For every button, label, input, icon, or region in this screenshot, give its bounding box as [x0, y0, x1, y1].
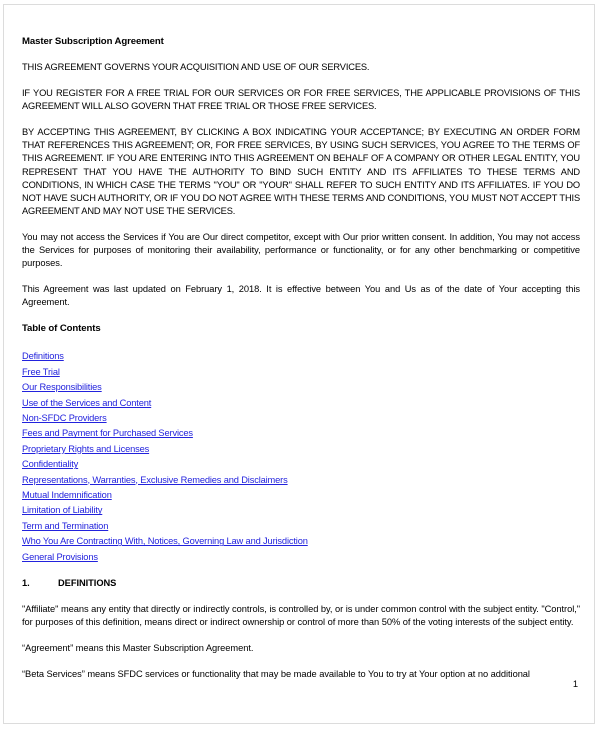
- toc-link-confidentiality[interactable]: Confidentiality: [22, 459, 79, 470]
- toc-link-free-trial[interactable]: Free Trial: [22, 366, 60, 377]
- toc-link-non-sfdc-providers[interactable]: Non-SFDC Providers: [22, 413, 107, 424]
- list-item: [22, 533, 580, 548]
- page-number: 1: [572, 679, 578, 689]
- list-item: [22, 441, 580, 456]
- toc-link-our-responsibilities[interactable]: Our Responsibilities: [22, 382, 102, 393]
- toc-link-use-of-the-services-and-content[interactable]: Use of the Services and Content: [22, 397, 152, 408]
- list-item: [22, 487, 580, 502]
- definition-beta-services: “Beta Services” means SFDC services or functionality that may be made available to You to try at Your option at no additional: [22, 669, 530, 680]
- list-item: [22, 456, 580, 471]
- list-item: [22, 364, 580, 379]
- intro-paragraph-3: BY ACCEPTING THIS AGREEMENT, BY CLICKING A BOX INDICATING YOUR ACCEPTANCE; BY EXECUTING AN ORDER FORM THAT REFERENCES THIS AGREEMENT; OR, FOR FREE SERVICES, BY USING SUCH SERVICES, YOU AGREE TO THE TERMS OF THIS AGREEMENT. IF YOU ARE ENTERING INTO THIS AGREEMENT ON BEHALF OF A COMPANY OR OTHER LEGAL ENTITY, YOU REPRESENT THAT YOU HAVE THE AUTHORITY TO BIND SUCH ENTITY AND ITS AFFILIATES TO THESE TERMS AND CONDITIONS, IN WHICH CASE THE TERMS "YOU" OR "YOUR" SHALL REFER TO SUCH ENTITY AND ITS AFFILIATES. IF YOU DO NOT HAVE SUCH AUTHORITY, OR IF YOU DO NOT AGREE WITH THESE TERMS AND CONDITIONS, YOU MUST NOT ACCEPT THIS AGREEMENT AND MAY NOT USE THE SERVICES.: [22, 127, 580, 216]
- list-item: [22, 379, 580, 394]
- toc-link-mutual-indemnification[interactable]: Mutual Indemnification: [22, 490, 112, 501]
- list-item: [22, 518, 580, 533]
- definition-affiliate: "Affiliate" means any entity that directly or indirectly controls, is controlled by, or is under common control with the subject entity. "Control," for purposes of this definition, means direct or indirect ownership or control of more than 50% of the voting interests of the subject entity.: [22, 604, 580, 628]
- list-item: [22, 549, 580, 564]
- list-item: [22, 348, 580, 363]
- document-body: [22, 35, 580, 681]
- list-item: [22, 425, 580, 440]
- section-title: DEFINITIONS: [58, 578, 117, 589]
- section-number: 1.: [22, 578, 30, 589]
- toc-link-term-and-termination[interactable]: Term and Termination: [22, 520, 109, 531]
- toc-link-proprietary-rights-and-licenses[interactable]: Proprietary Rights and Licenses: [22, 443, 150, 454]
- section-heading-definitions: [22, 577, 580, 590]
- intro-paragraph-4: You may not access the Services if You are Our direct competitor, except with Our prior written consent. In addition, You may not access the Services for purposes of monitoring their availability, performance or functionality, or for any other benchmarking or competitive purposes.: [22, 231, 580, 269]
- toc-link-fees-and-payment[interactable]: Fees and Payment for Purchased Services: [22, 428, 193, 439]
- table-of-contents-list: [22, 348, 580, 564]
- page-title: Master Subscription Agreement: [22, 36, 164, 47]
- toc-link-representations-warranties[interactable]: Representations, Warranties, Exclusive Remedies and Disclaimers: [22, 474, 288, 485]
- list-item: [22, 410, 580, 425]
- list-item: [22, 395, 580, 410]
- list-item: [22, 472, 580, 487]
- toc-link-definitions[interactable]: Definitions: [22, 351, 64, 362]
- toc-link-limitation-of-liability[interactable]: Limitation of Liability: [22, 505, 103, 516]
- toc-link-general-provisions[interactable]: General Provisions: [22, 551, 98, 562]
- definition-agreement: “Agreement” means this Master Subscription Agreement.: [22, 643, 254, 654]
- toc-link-who-you-are-contracting-with[interactable]: Who You Are Contracting With, Notices, Governing Law and Jurisdiction: [22, 536, 308, 547]
- intro-paragraph-2: IF YOU REGISTER FOR A FREE TRIAL FOR OUR SERVICES OR FOR FREE SERVICES, THE APPLICABLE PROVISIONS OF THIS AGREEMENT WILL ALSO GOVERN THAT FREE TRIAL OR THOSE FREE SERVICES.: [22, 88, 580, 112]
- intro-paragraph-5: This Agreement was last updated on February 1, 2018. It is effective between You and Us as of the date of Your accepting this Agreement.: [22, 284, 580, 308]
- table-of-contents-heading: Table of Contents: [22, 323, 101, 335]
- list-item: [22, 502, 580, 517]
- document-page: [3, 4, 595, 724]
- intro-paragraph-1: THIS AGREEMENT GOVERNS YOUR ACQUISITION AND USE OF OUR SERVICES.: [22, 62, 370, 72]
